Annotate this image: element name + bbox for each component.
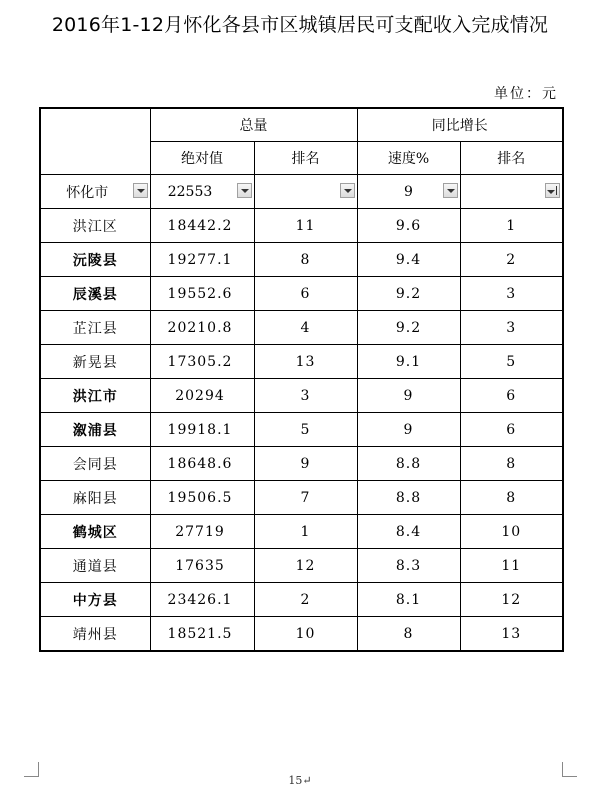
row-rank-total: 5: [254, 413, 357, 447]
table-row: [40, 447, 563, 481]
header-growth: 同比增长: [357, 108, 563, 142]
row-absolute: 19552.6: [150, 277, 254, 311]
row-rank-total: 6: [254, 277, 357, 311]
row-name: 鹤城区: [40, 515, 150, 549]
row-rank-growth: 3: [460, 277, 563, 311]
header-corner-cell: [40, 108, 150, 175]
filter-dropdown-speed[interactable]: [443, 183, 458, 198]
table-row: [40, 413, 563, 447]
row-speed: 8.8: [357, 447, 460, 481]
row-speed: 8.1: [357, 583, 460, 617]
filter-dropdown-name[interactable]: [133, 183, 148, 198]
row-rank-growth: 11: [460, 549, 563, 583]
row-rank-total: 4: [254, 311, 357, 345]
summary-name-cell: [40, 175, 150, 209]
row-name: 辰溪县: [40, 277, 150, 311]
sort-filter-dropdown-icon[interactable]: [545, 183, 560, 198]
row-name: 中方县: [40, 583, 150, 617]
row-name: 靖州县: [40, 617, 150, 652]
row-name: 沅陵县: [40, 243, 150, 277]
table-row: [40, 379, 563, 413]
table-row: [40, 583, 563, 617]
row-rank-growth: 6: [460, 379, 563, 413]
row-rank-growth: 2: [460, 243, 563, 277]
row-rank-total: 9: [254, 447, 357, 481]
row-name: 通道县: [40, 549, 150, 583]
row-name: 溆浦县: [40, 413, 150, 447]
row-absolute: 20210.8: [150, 311, 254, 345]
row-name: 芷江县: [40, 311, 150, 345]
table-row: [40, 515, 563, 549]
table-row: [40, 549, 563, 583]
row-speed: 9.2: [357, 277, 460, 311]
row-rank-growth: 1: [460, 209, 563, 243]
table-row: [40, 617, 563, 652]
row-rank-growth: 3: [460, 311, 563, 345]
table-row: [40, 243, 563, 277]
header-total: 总量: [150, 108, 357, 142]
row-absolute: 18648.6: [150, 447, 254, 481]
header-row-1: [40, 108, 563, 142]
row-rank-total: 2: [254, 583, 357, 617]
summary-absolute-cell: [150, 175, 254, 209]
summary-name: 怀化市: [66, 184, 109, 201]
row-absolute: 17635: [150, 549, 254, 583]
row-speed: 8: [357, 617, 460, 652]
filter-dropdown-rank[interactable]: [340, 183, 355, 198]
row-rank-growth: 13: [460, 617, 563, 652]
summary-row: [40, 175, 563, 209]
row-speed: 9: [357, 413, 460, 447]
row-absolute: 20294: [150, 379, 254, 413]
row-rank-growth: 6: [460, 413, 563, 447]
summary-speed-cell: [357, 175, 460, 209]
row-name: 会同县: [40, 447, 150, 481]
row-name: 洪江区: [40, 209, 150, 243]
header-rank-total: 排名: [254, 142, 357, 175]
row-rank-total: 10: [254, 617, 357, 652]
header-speed: 速度%: [357, 142, 460, 175]
row-absolute: 23426.1: [150, 583, 254, 617]
row-rank-growth: 5: [460, 345, 563, 379]
summary-rank2-cell: [460, 175, 563, 209]
row-speed: 9.4: [357, 243, 460, 277]
table-row: [40, 311, 563, 345]
summary-rank-cell: [254, 175, 357, 209]
income-table: [39, 107, 564, 652]
row-rank-total: 1: [254, 515, 357, 549]
row-speed: 8.3: [357, 549, 460, 583]
row-rank-growth: 8: [460, 447, 563, 481]
page-number: 15↵: [288, 774, 312, 787]
row-rank-total: 11: [254, 209, 357, 243]
row-absolute: 19918.1: [150, 413, 254, 447]
row-rank-total: 8: [254, 243, 357, 277]
row-absolute: 19277.1: [150, 243, 254, 277]
row-rank-growth: 10: [460, 515, 563, 549]
row-speed: 8.8: [357, 481, 460, 515]
row-rank-total: 12: [254, 549, 357, 583]
row-absolute: 18442.2: [150, 209, 254, 243]
filter-dropdown-absolute[interactable]: [237, 183, 252, 198]
row-speed: 8.4: [357, 515, 460, 549]
header-rank-growth: 排名: [460, 142, 563, 175]
summary-speed: 9: [404, 183, 413, 200]
row-speed: 9.1: [357, 345, 460, 379]
row-absolute: 19506.5: [150, 481, 254, 515]
table-row: [40, 345, 563, 379]
table-row: [40, 209, 563, 243]
unit-label: 单位：元: [494, 86, 558, 102]
document-title: 2016年1-12月怀化各县市区城镇居民可支配收入完成情况: [51, 14, 549, 36]
row-speed: 9.6: [357, 209, 460, 243]
row-rank-total: 3: [254, 379, 357, 413]
row-rank-total: 7: [254, 481, 357, 515]
row-name: 洪江市: [40, 379, 150, 413]
row-speed: 9.2: [357, 311, 460, 345]
row-absolute: 18521.5: [150, 617, 254, 652]
table-row: [40, 277, 563, 311]
row-rank-total: 13: [254, 345, 357, 379]
row-absolute: 27719: [150, 515, 254, 549]
row-name: 新晃县: [40, 345, 150, 379]
row-rank-growth: 12: [460, 583, 563, 617]
header-absolute: 绝对值: [150, 142, 254, 175]
row-speed: 9: [357, 379, 460, 413]
row-rank-growth: 8: [460, 481, 563, 515]
row-absolute: 17305.2: [150, 345, 254, 379]
summary-absolute: 22553: [167, 183, 213, 200]
row-name: 麻阳县: [40, 481, 150, 515]
table-row: [40, 481, 563, 515]
